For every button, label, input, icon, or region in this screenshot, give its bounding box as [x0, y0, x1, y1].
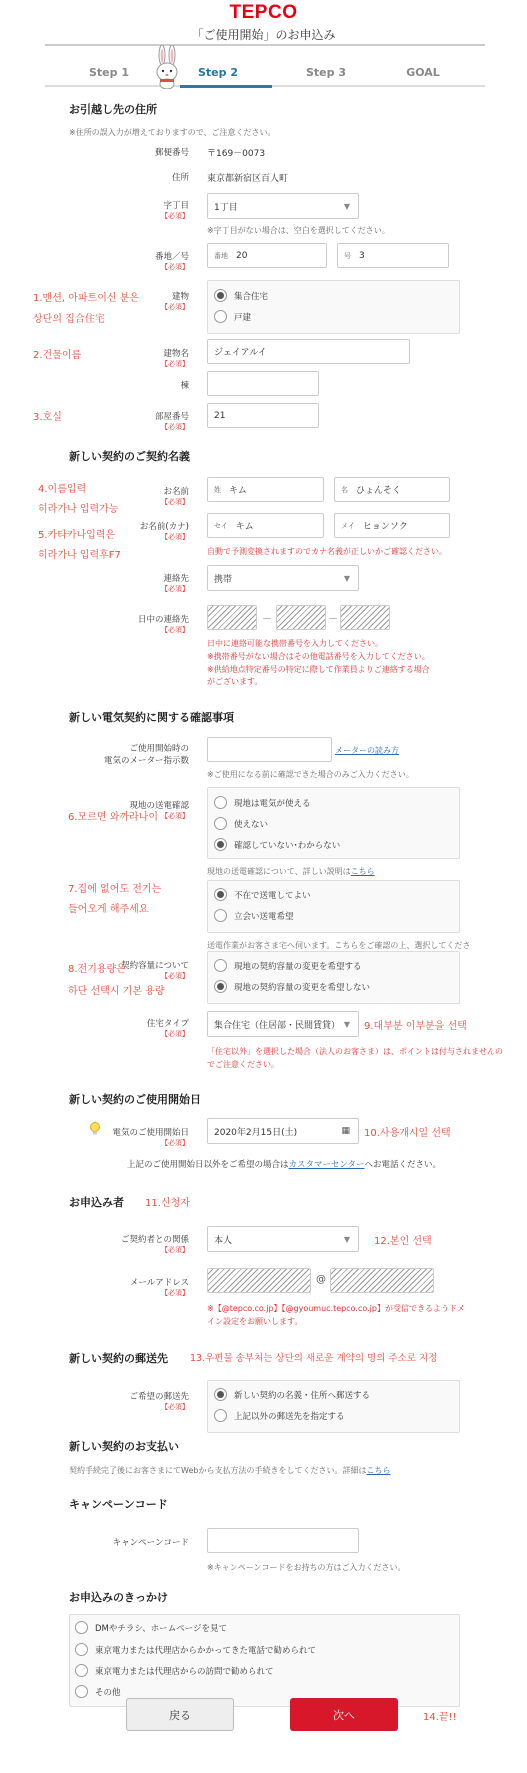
start-date-label: 電気のご使用開始日 【必須】	[112, 1128, 189, 1147]
step-1: Step 1	[89, 66, 129, 79]
radio-selected-icon	[214, 980, 227, 993]
mailing-dest-contract-address[interactable]: 新しい契約の名義・住所へ郵送する	[214, 1388, 370, 1401]
absence-attend[interactable]: 立会い送電希望	[214, 909, 294, 922]
page-title: 「ご使用開始」のお申込み	[191, 28, 336, 42]
radio-icon	[75, 1664, 88, 1677]
power-check-link[interactable]: こちら	[350, 867, 375, 876]
radio-icon	[75, 1621, 88, 1634]
building-name-label: 建物名 【必須】	[161, 349, 189, 368]
email-label: メールアドレス 【必須】	[129, 1278, 189, 1297]
house-type-note-1: 「住宅以外」を選択した場合（法人のお客さま）は、ポイントは付与されませんの	[207, 1047, 503, 1056]
capacity-label: 契約容量について 【必須】	[121, 961, 189, 980]
phone-part-3-input[interactable]	[340, 605, 390, 630]
meter-note: ※ご使用になる前に確認できた場合のみご入力ください。	[207, 770, 414, 779]
chevron-down-icon: ▼	[343, 201, 350, 211]
radio-icon	[75, 1685, 88, 1698]
trigger-other[interactable]: その他	[75, 1685, 121, 1698]
email-domain-input[interactable]	[330, 1268, 434, 1293]
room-number-label: 部屋番号 【必須】	[154, 412, 189, 431]
phone-dash-2: －	[328, 614, 338, 625]
email-note-1: ※【@tepco.co.jp】【@gyoumuc.tepco.co.jp】が受信できるようドメ	[207, 1304, 465, 1313]
room-number-input[interactable]: 21	[207, 403, 319, 428]
step-3: Step 3	[306, 66, 346, 79]
banchi-input[interactable]: 番地 20	[207, 243, 327, 268]
payment-link[interactable]: こちら	[366, 1466, 391, 1475]
radio-icon	[214, 310, 227, 323]
radio-selected-icon	[214, 838, 227, 851]
annotation-1-line2: 상단의 집合住宅	[33, 314, 105, 325]
section-title-start-date: 新しい契約のご使用開始日	[69, 1093, 201, 1106]
annotation-14: 14.끝!!	[423, 1712, 457, 1723]
mailing-dest-other[interactable]: 上記以外の郵送先を指定する	[214, 1409, 345, 1422]
radio-icon	[214, 959, 227, 972]
annotation-8-line1: 8.전기용량은	[68, 964, 126, 975]
start-date-note: 上記のご使用開始日以外をご希望の場合はカスタマーセンターへお電話ください。	[127, 1160, 442, 1170]
absence-note: 送電作業がお客さま宅へ伺います。こちらをご確認の上、選択してくださ	[207, 941, 471, 950]
step-goal: GOAL	[406, 66, 440, 79]
section-title-applicant: お申込み者	[69, 1196, 124, 1209]
trigger-visit[interactable]: 東京電力または代理店からの訪問で勧められて	[75, 1664, 274, 1677]
annotation-7-line1: 7.집에 없어도 전기는	[68, 884, 162, 895]
annotation-1-line1: 1.맨션, 아파트이신 분은	[33, 293, 140, 304]
go-input[interactable]: 号 3	[337, 243, 449, 268]
meter-label: ご使用開始時の 電気のメーター指示数	[103, 744, 189, 766]
annotation-13: 13.우편물 송부처는 상단의 새로운 계약의 명의 주소로 지정	[190, 1353, 438, 1364]
campaign-code-label: キャンペーンコード	[112, 1538, 189, 1548]
building-type-label: 建物 【必須】	[161, 292, 189, 311]
power-check-available[interactable]: 現地は電気が使える	[214, 796, 311, 809]
annotation-10: 10.사용개시일 선택	[364, 1128, 451, 1139]
next-button[interactable]: 次へ	[290, 1698, 398, 1731]
postal-value: 〒169－0073	[207, 149, 266, 159]
rabbit-mascot-icon	[150, 45, 184, 89]
chome-note: ※字丁目がない場合は、空白を選択してください。	[207, 226, 390, 235]
section-title-address: お引越し先の住所	[69, 103, 157, 116]
building-type-apartment[interactable]: 集合住宅	[214, 289, 268, 302]
customer-center-link[interactable]: カスタマーセンター	[288, 1160, 365, 1170]
house-type-note-2: でご注意ください。	[207, 1060, 279, 1069]
daytime-phone-label: 日中の連絡先 【必須】	[137, 615, 189, 634]
daytime-note-3: ※供給地点特定番号の特定に際して作業員よりご連絡する場合がございます。	[207, 665, 430, 686]
phone-part-2-input[interactable]	[276, 605, 326, 630]
campaign-code-input[interactable]	[207, 1528, 359, 1553]
address-label: 住所	[171, 173, 189, 183]
annotation-2: 2.건물이름	[33, 350, 82, 361]
step-2: Step 2	[198, 66, 238, 79]
title-divider	[45, 44, 485, 46]
section-title-payment: 新しい契約のお支払い	[69, 1440, 179, 1453]
campaign-note: ※キャンペーンコードをお持ちの方はご入力ください。	[207, 1563, 406, 1572]
tou-input[interactable]	[207, 371, 319, 396]
banchi-label: 番地／号 【必須】	[154, 252, 189, 271]
last-name-kana-input[interactable]: セイ キム	[207, 513, 324, 538]
annotation-12: 12.본인 선택	[374, 1236, 432, 1247]
email-local-input[interactable]	[207, 1268, 311, 1293]
house-type-label: 住宅タイプ 【必須】	[146, 1019, 189, 1038]
annotation-3: 3.호실	[33, 412, 62, 423]
radio-selected-icon	[214, 289, 227, 302]
last-name-input[interactable]: 姓 キム	[207, 477, 324, 502]
meter-how-to-link[interactable]: メーターの読み方	[335, 746, 399, 755]
annotation-6: 6.모르면 와까라나이	[68, 812, 158, 823]
radio-icon	[75, 1643, 88, 1656]
postal-label: 郵便番号	[154, 148, 189, 158]
annotation-11: 11.신청자	[145, 1198, 190, 1209]
chome-select[interactable]: 1丁目 ▼	[207, 193, 359, 219]
annotation-4-line1: 4.이름입력	[38, 484, 87, 495]
chevron-down-icon: ▼	[343, 1019, 350, 1029]
section-title-trigger: お申込みのきっかけ	[69, 1591, 168, 1604]
mailing-dest-label: ご希望の郵送先 【必須】	[129, 1392, 189, 1411]
annotation-4-line2: 히라가나 입력가능	[38, 504, 119, 515]
power-check-unavailable[interactable]: 使えない	[214, 817, 268, 830]
section-title-confirm: 新しい電気契約に関する確認事項	[69, 711, 234, 724]
absence-ok[interactable]: 不在で送電してよい	[214, 888, 311, 901]
annotation-5-line1: 5.카타카나입력은	[38, 530, 116, 541]
meter-reading-input[interactable]	[207, 737, 332, 762]
capacity-keep[interactable]: 現地の契約容量の変更を希望しない	[214, 980, 370, 993]
section-title-mailing: 新しい契約の郵送先	[69, 1352, 168, 1365]
annotation-8-line2: 하단 선택시 기본 용량	[68, 986, 165, 997]
tepco-logo: TEPCO	[229, 2, 298, 23]
kana-note: 自動で予測変換されますのでカナ名義が正しいかご確認ください。	[207, 547, 447, 556]
email-note-2: イン設定をお願いします。	[207, 1317, 303, 1326]
contact-type-label: 連絡先 【必須】	[161, 574, 189, 593]
contact-type-select[interactable]: 携帯 ▼	[207, 565, 359, 591]
phone-part-1-input[interactable]	[207, 605, 257, 630]
section-title-contract-name: 新しい契約のご契約名義	[69, 450, 190, 463]
annotation-7-line2: 들어오게 해주세요	[68, 904, 149, 915]
house-type-select[interactable]: 集合住宅（住居部・民間賃貸） ▼	[207, 1011, 359, 1037]
email-at-sign: @	[316, 1274, 326, 1285]
chevron-down-icon: ▼	[343, 573, 350, 583]
radio-selected-icon	[214, 888, 227, 901]
tou-label: 棟	[180, 381, 189, 391]
radio-icon	[214, 796, 227, 809]
first-name-input[interactable]: 名 ひょんそく	[334, 477, 450, 502]
back-button[interactable]: 戻る	[126, 1698, 234, 1731]
section-title-campaign: キャンペーンコード	[69, 1498, 168, 1511]
name-label: お名前 【必須】	[161, 487, 189, 506]
address-note: ※住所の誤入力が増えておりますので、ご注意ください。	[69, 128, 276, 137]
radio-icon	[214, 909, 227, 922]
chevron-down-icon: ▼	[343, 1234, 350, 1244]
chome-label: 字丁目 【必須】	[161, 201, 189, 220]
kana-name-label: お名前(カナ) 【必須】	[139, 522, 189, 541]
trigger-dm[interactable]: DMやチラシ、ホームページを見て	[75, 1621, 227, 1634]
radio-icon	[214, 817, 227, 830]
capacity-change[interactable]: 現地の契約容量の変更を希望する	[214, 959, 362, 972]
annotation-5-line2: 히라가나 입력후F7	[38, 550, 121, 561]
power-check-note: 現地の送電確認について、詳しい説明はこちら	[207, 867, 375, 876]
building-type-house[interactable]: 戸建	[214, 310, 251, 323]
building-name-input[interactable]: ジェイアルイ	[207, 339, 410, 364]
daytime-note-1: 日中に連絡可能な携帯番号を入力してください。	[207, 639, 383, 648]
relation-label: ご契約者との関係 【必須】	[120, 1235, 189, 1254]
trigger-phone[interactable]: 東京電力または代理店からかかってきた電話で勧められて	[75, 1643, 316, 1656]
phone-dash-1: －	[262, 614, 272, 625]
radio-icon	[214, 1409, 227, 1422]
annotation-9: 9.대부분 이부분을 선택	[364, 1021, 467, 1032]
start-date-picker[interactable]: 2020年2月15日(土) ▦	[207, 1118, 359, 1144]
step-progress-active	[180, 85, 272, 88]
daytime-note-2: ※携帯番号がない場合はその他電話番号を入力してください。	[207, 652, 430, 661]
payment-note: 契約手続完了後にお客さまにてWebから支払方法の手続きをしてください。詳細はこちら	[69, 1466, 391, 1475]
calendar-icon: ▦	[341, 1126, 350, 1136]
first-name-kana-input[interactable]: メイ ヒョンソク	[334, 513, 450, 538]
power-check-unknown[interactable]: 確認していない･わからない	[214, 838, 340, 851]
radio-selected-icon	[214, 1388, 227, 1401]
address-value: 東京都新宿区百人町	[207, 174, 289, 184]
relation-select[interactable]: 本人 ▼	[207, 1226, 359, 1252]
power-check-label: 現地の送電確認 【必須】	[129, 801, 189, 820]
